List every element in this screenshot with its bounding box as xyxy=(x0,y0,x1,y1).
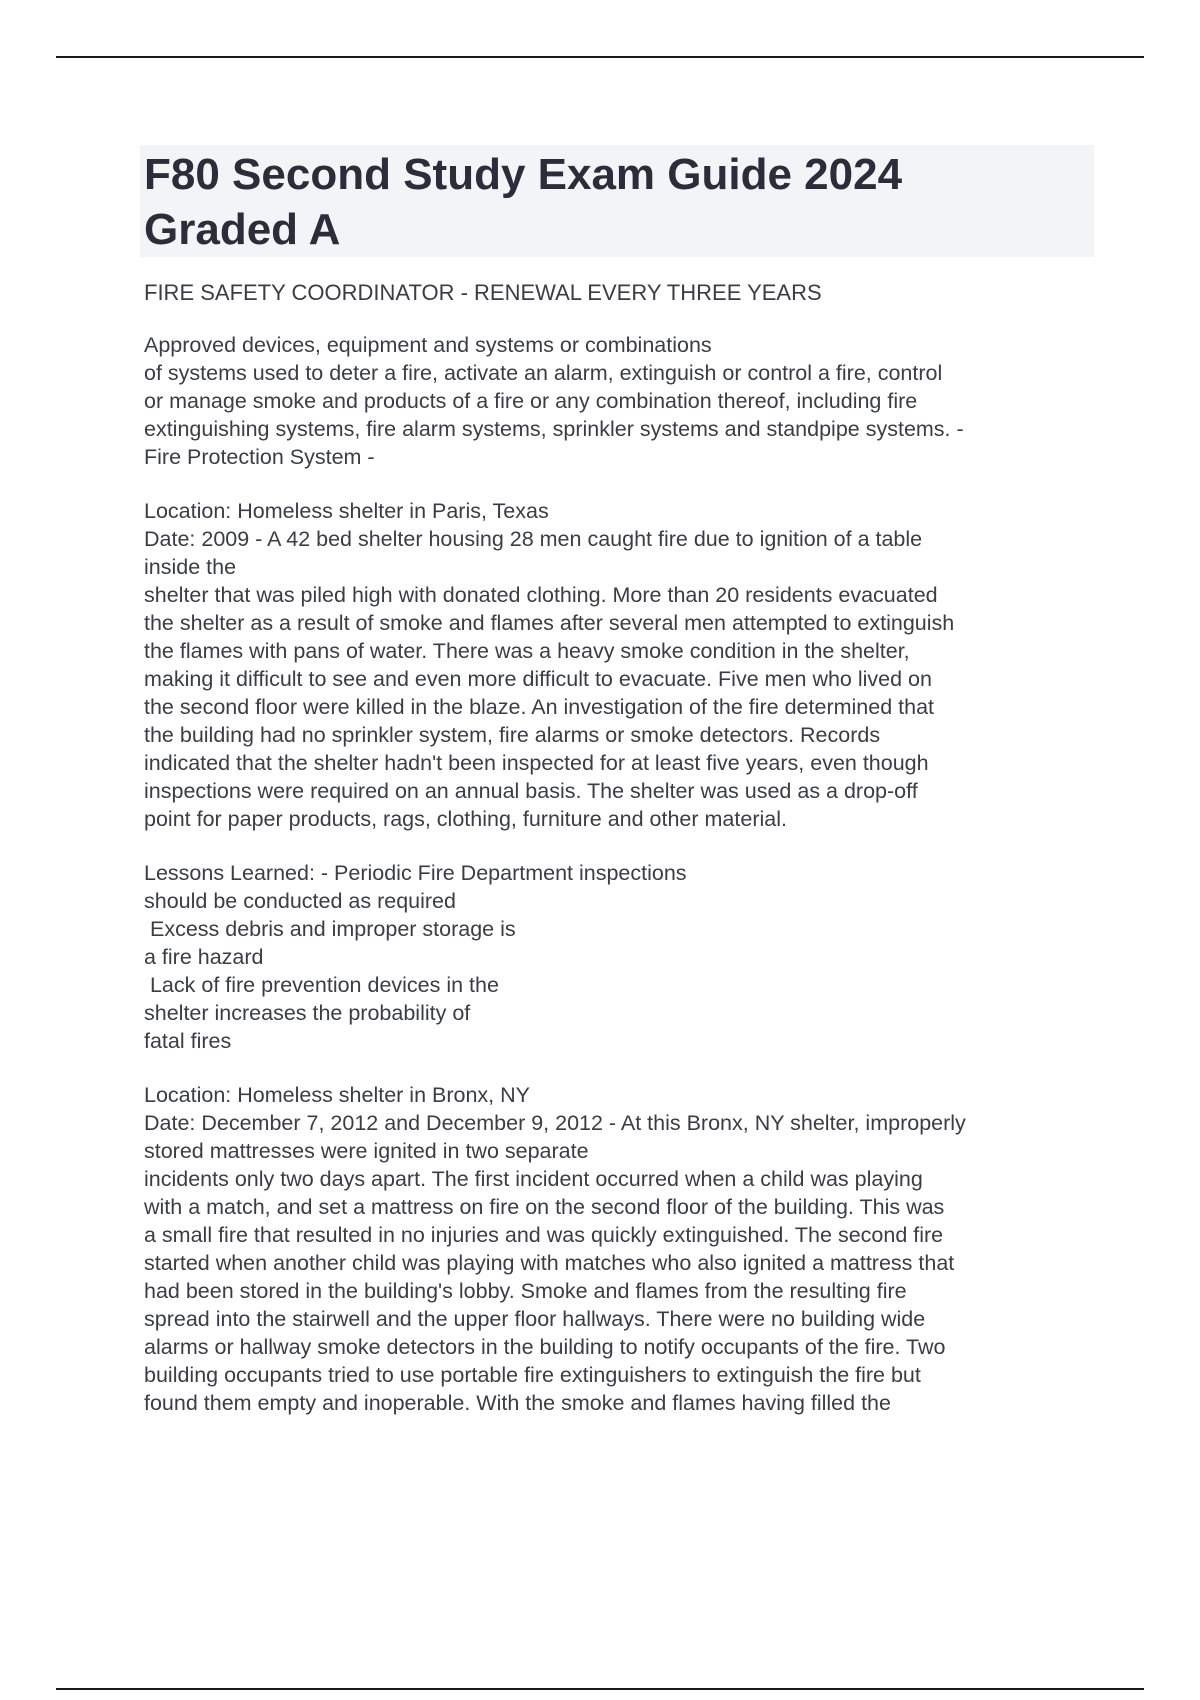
text-line: started when another child was playing with matches who also ignited a mattress that xyxy=(144,1251,955,1275)
text-line: of systems used to deter a fire, activate an alarm, extinguish or control a fire, control xyxy=(144,361,943,385)
text-line: or manage smoke and products of a fire or any combination thereof, including fire xyxy=(144,389,918,413)
text-line: Lack of fire prevention devices in the xyxy=(144,973,499,997)
text-line: alarms or hallway smoke detectors in the building to notify occupants of the fire. Two xyxy=(144,1335,946,1359)
text-line: with a match, and set a mattress on fire on the second floor of the building. This was xyxy=(144,1195,945,1219)
text-line: shelter that was piled high with donated clothing. More than 20 residents evacuated xyxy=(144,583,938,607)
text-line: Excess debris and improper storage is xyxy=(144,917,516,941)
text-line: should be conducted as required xyxy=(144,889,456,913)
text-line: the shelter as a result of smoke and flames after several men attempted to extinguish xyxy=(144,611,955,635)
text-line: stored mattresses were ignited in two separate xyxy=(144,1139,589,1163)
text-line: fatal fires xyxy=(144,1029,232,1053)
text-line: the flames with pans of water. There was a heavy smoke condition in the shelter, xyxy=(144,639,910,663)
bottom-rule xyxy=(56,1688,1144,1690)
text-line: Approved devices, equipment and systems or combinations xyxy=(144,333,712,357)
paragraph-bronx-ny xyxy=(144,1081,1094,1417)
text-line: Fire Protection System - xyxy=(144,445,375,469)
document-body xyxy=(144,145,1094,1443)
paragraph-paris-texas xyxy=(144,497,1094,833)
title-banner xyxy=(140,145,1094,257)
text-line: inside the xyxy=(144,555,237,579)
text-line: the building had no sprinkler system, fire alarms or smoke detectors. Records xyxy=(144,723,881,747)
text-line: Date: 2009 - A 42 bed shelter housing 28 men caught fire due to ignition of a table xyxy=(144,527,923,551)
text-line: indicated that the shelter hadn't been inspected for at least five years, even though xyxy=(144,751,929,775)
text-line: incidents only two days apart. The first incident occurred when a child was playing xyxy=(144,1167,923,1191)
text-line: a small fire that resulted in no injuries and was quickly extinguished. The second fire xyxy=(144,1223,944,1247)
text-line: inspections were required on an annual basis. The shelter was used as a drop-off xyxy=(144,779,918,803)
document-title xyxy=(144,145,1090,257)
text-line: point for paper products, rags, clothing, furniture and other material. xyxy=(144,807,787,831)
text-line: had been stored in the building's lobby. Smoke and flames from the resulting fire xyxy=(144,1279,907,1303)
text-line: shelter increases the probability of xyxy=(144,1001,471,1025)
text-line: a fire hazard xyxy=(144,945,264,969)
top-rule xyxy=(56,56,1144,58)
paragraph-lessons-learned xyxy=(144,859,1094,1055)
title-line: F80 Second Study Exam Guide 2024 xyxy=(144,150,903,199)
text-line: the second floor were killed in the blaze. An investigation of the fire determined that xyxy=(144,695,934,719)
text-line: Lessons Learned: - Periodic Fire Department inspections xyxy=(144,861,687,885)
text-line: making it difficult to see and even more difficult to evacuate. Five men who lived on xyxy=(144,667,932,691)
paragraph-fire-protection-system xyxy=(144,331,1094,471)
text-line: Date: December 7, 2012 and December 9, 2012 - At this Bronx, NY shelter, improperly xyxy=(144,1111,966,1135)
document-subtitle: FIRE SAFETY COORDINATOR - RENEWAL EVERY THREE YEARS xyxy=(144,280,822,305)
text-line: Location: Homeless shelter in Paris, Texas xyxy=(144,499,549,523)
text-line: found them empty and inoperable. With the smoke and flames having filled the xyxy=(144,1391,891,1415)
text-line: Location: Homeless shelter in Bronx, NY xyxy=(144,1083,530,1107)
text-line: extinguishing systems, fire alarm systems, sprinkler systems and standpipe systems. - xyxy=(144,417,964,441)
text-line: building occupants tried to use portable fire extinguishers to extinguish the fire but xyxy=(144,1363,921,1387)
title-line: Graded A xyxy=(144,205,341,254)
text-line: spread into the stairwell and the upper floor hallways. There were no building wide xyxy=(144,1307,926,1331)
